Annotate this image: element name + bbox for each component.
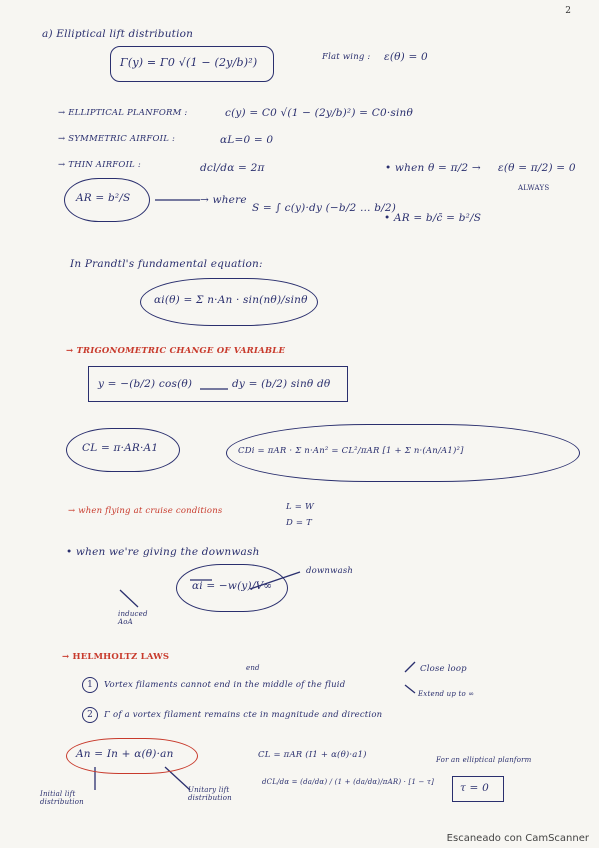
- tau-eq: τ = 0: [460, 782, 489, 794]
- cruise-eq1: L = W: [286, 502, 314, 512]
- when-theta: • when θ = π/2 →: [385, 162, 481, 174]
- airfoil-eq: αL=0 = 0: [220, 134, 274, 146]
- ar-eq: AR = b²/S: [76, 192, 131, 204]
- cruise-eq2: D = T: [286, 518, 313, 528]
- induced-note: induced AoA: [118, 610, 148, 626]
- law2-text: Γ of a vortex filament remains cte in magnitude and direction: [104, 710, 383, 720]
- dcl-eq: dCL/dα = (da/dα) / (1 + (da/dα)/πAR) · [1 − τ]: [262, 778, 435, 786]
- thin-airfoil-eq: dcl/dα = 2π: [200, 162, 265, 174]
- law1-text: Vortex filaments cannot end in the middle of the fluid: [104, 680, 346, 690]
- where-label: → where: [200, 194, 247, 206]
- law1-end-note: end: [246, 664, 260, 672]
- trig-eq2: dy = (b/2) sinθ dθ: [232, 378, 331, 390]
- law1-close-loop: Close loop: [420, 664, 467, 674]
- alpha-i-eq: αi = −w(y)/V∞: [192, 580, 273, 592]
- lift-formula: Γ(y) = Γ0 √(1 − (2y/b)²): [120, 56, 258, 69]
- planform-eq: c(y) = C0 √(1 − (2y/b)²) = C0·sinθ: [225, 107, 413, 119]
- thin-airfoil-label: → THIN AIRFOIL :: [58, 160, 141, 170]
- s-eq: S = ∫ c(y)·dy (−b/2 … b/2): [252, 202, 397, 214]
- prandtl-label: In Prandtl's fundamental equation:: [70, 258, 263, 270]
- page-number: 2: [565, 6, 571, 16]
- an-eq: An = In + α(θ)·an: [76, 748, 174, 760]
- always-label: ALWAYS: [518, 184, 550, 192]
- airfoil-label: → SYMMETRIC AIRFOIL :: [58, 134, 176, 144]
- prandtl-eq: αi(θ) = Σ n·An · sin(nθ)/sinθ: [154, 294, 308, 306]
- downwash-label: • when we're giving the downwash: [66, 546, 260, 558]
- cl2-eq: CL = πAR (I1 + α(θ)·a1): [258, 750, 367, 760]
- cdi-eq: CDi = πAR · Σ n·An² = CL²/πAR [1 + Σ n·(An/A1)²]: [238, 446, 464, 456]
- initial-note: Initial lift distribution: [40, 790, 84, 806]
- flat-wing-eq: ε(θ) = 0: [384, 51, 428, 63]
- trig-label: → TRIGONOMETRIC CHANGE OF VARIABLE: [66, 346, 286, 356]
- law2-number: 2: [82, 707, 98, 723]
- flat-wing-label: Flat wing :: [322, 52, 371, 62]
- section-heading: a) Elliptical lift distribution: [42, 28, 194, 40]
- helmholtz-label: → HELMHOLTZ LAWS: [62, 652, 170, 662]
- elliptical-note: For an elliptical planform: [436, 756, 532, 764]
- law1-extend: Extend up to ∞: [418, 690, 475, 698]
- planform-label: → ELLIPTICAL PLANFORM :: [58, 108, 188, 118]
- cruise-label: → when flying at cruise conditions: [68, 506, 223, 516]
- unitary-note: Unitary lift distribution: [188, 786, 232, 802]
- law1-number: 1: [82, 677, 98, 693]
- scanner-watermark: Escaneado con CamScanner: [446, 833, 589, 844]
- downwash-note: downwash: [306, 566, 354, 576]
- eps-eq: ε(θ = π/2) = 0: [498, 162, 576, 174]
- cl-eq: CL = π·AR·A1: [82, 442, 159, 454]
- ar-eq2: • AR = b/c̄ = b²/S: [384, 212, 482, 224]
- trig-eq: y = −(b/2) cos(θ): [98, 378, 193, 390]
